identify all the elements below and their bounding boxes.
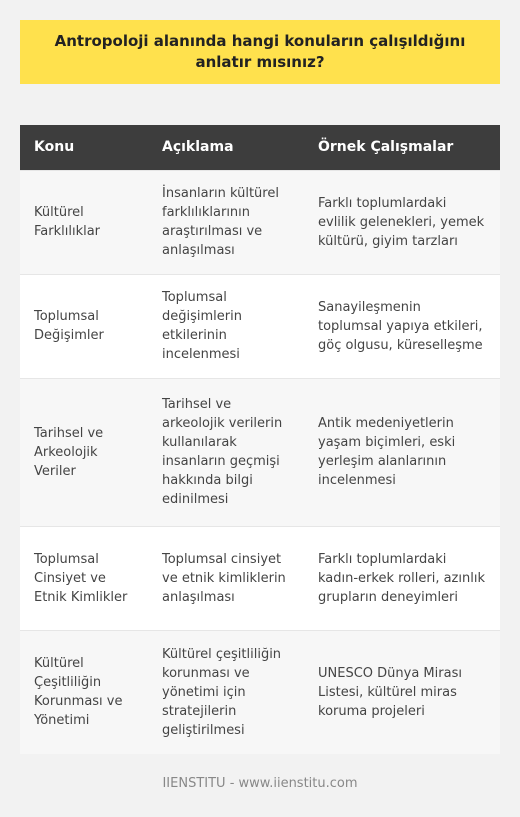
cell-topic: Kültürel Farklılıklar — [20, 170, 148, 274]
question-banner: Antropoloji alanında hangi konuların çalışıldığını anlatır mısınız? — [20, 20, 500, 84]
footer-credit: IIENSTITU - www.iienstitu.com — [162, 776, 358, 791]
header-topic: Konu — [20, 125, 148, 170]
cell-topic: Toplumsal Cinsiyet ve Etnik Kimlikler — [20, 526, 148, 630]
cell-examples: UNESCO Dünya Mirası Listesi, kültürel miras koruma projeleri — [304, 630, 500, 754]
cell-topic: Kültürel Çeşitliliğin Korunması ve Yönetimi — [20, 630, 148, 754]
cell-examples: Antik medeniyetlerin yaşam biçimleri, eski yerleşim alanlarının incelenmesi — [304, 378, 500, 526]
table-row — [20, 526, 500, 630]
cell-description: Toplumsal cinsiyet ve etnik kimliklerin anlaşılması — [148, 526, 304, 630]
cell-examples: Farklı toplumlardaki evlilik gelenekleri, yemek kültürü, giyim tarzları — [304, 170, 500, 274]
cell-examples: Sanayileşmenin toplumsal yapıya etkileri, göç olgusu, küreselleşme — [304, 274, 500, 378]
table-row — [20, 170, 500, 274]
table-row — [20, 274, 500, 378]
table-row — [20, 378, 500, 526]
cell-topic: Tarihsel ve Arkeolojik Veriler — [20, 378, 148, 526]
cell-description: İnsanların kültürel farklılıklarının araştırılması ve anlaşılması — [148, 170, 304, 274]
cell-description: Toplumsal değişimlerin etkilerinin incelenmesi — [148, 274, 304, 378]
table-header-row — [20, 125, 500, 170]
cell-examples: Farklı toplumlardaki kadın-erkek rolleri, azınlık grupların deneyimleri — [304, 526, 500, 630]
table-row — [20, 630, 500, 754]
cell-description: Tarihsel ve arkeolojik verilerin kullanılarak insanların geçmişi hakkında bilgi edinilmesi — [148, 378, 304, 526]
topics-table — [20, 125, 500, 754]
header-examples: Örnek Çalışmalar — [304, 125, 500, 170]
cell-topic: Toplumsal Değişimler — [20, 274, 148, 378]
cell-description: Kültürel çeşitliliğin korunması ve yönetimi için stratejilerin geliştirilmesi — [148, 630, 304, 754]
header-description: Açıklama — [148, 125, 304, 170]
